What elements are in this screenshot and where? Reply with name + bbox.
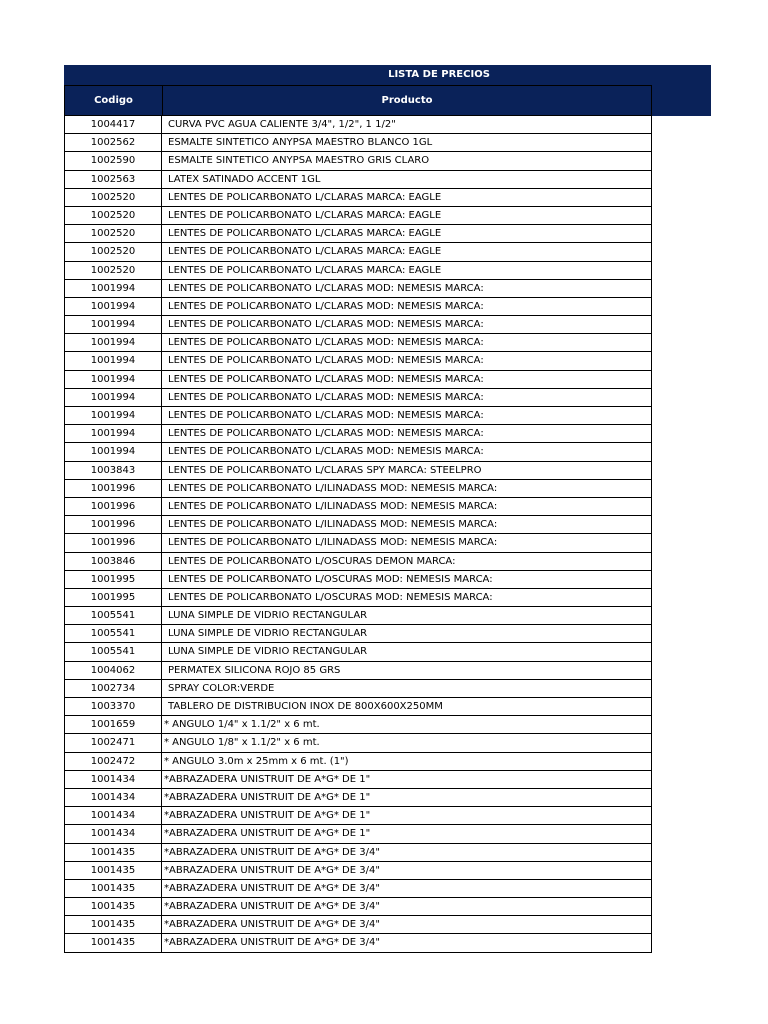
table-row bbox=[64, 553, 652, 571]
product-name-cell[interactable]: *ABRAZADERA UNISTRUIT DE A*G* DE 3/4" bbox=[162, 880, 652, 897]
table-row bbox=[64, 443, 652, 461]
product-name-cell[interactable]: * ANGULO 1/4" x 1.1/2" x 6 mt. bbox=[162, 716, 652, 733]
product-name-cell[interactable]: LENTES DE POLICARBONATO L/ILINADASS MOD: NEMESIS MARCA: bbox=[162, 480, 652, 497]
product-code-cell[interactable]: 1001994 bbox=[64, 298, 162, 315]
product-name-cell[interactable]: LENTES DE POLICARBONATO L/CLARAS MOD: NEMESIS MARCA: bbox=[162, 280, 652, 297]
product-name-cell[interactable]: *ABRAZADERA UNISTRUIT DE A*G* DE 1" bbox=[162, 789, 652, 806]
table-row bbox=[64, 207, 652, 225]
product-code-cell[interactable]: 1001994 bbox=[64, 371, 162, 388]
table-row bbox=[64, 880, 652, 898]
table-row bbox=[64, 407, 652, 425]
product-code-cell[interactable]: 1001994 bbox=[64, 425, 162, 442]
product-name-cell[interactable]: LENTES DE POLICARBONATO L/CLARAS MOD: NEMESIS MARCA: bbox=[162, 316, 652, 333]
product-name-cell[interactable]: *ABRAZADERA UNISTRUIT DE A*G* DE 3/4" bbox=[162, 934, 652, 951]
table-row bbox=[64, 589, 652, 607]
product-name-cell[interactable]: LENTES DE POLICARBONATO L/CLARAS MARCA: EAGLE bbox=[162, 207, 652, 224]
product-code-cell[interactable]: 1001994 bbox=[64, 280, 162, 297]
product-name-cell[interactable]: LENTES DE POLICARBONATO L/OSCURAS DEMON MARCA: bbox=[162, 553, 652, 570]
product-code-cell[interactable]: 1002520 bbox=[64, 207, 162, 224]
product-name-cell[interactable]: LUNA SIMPLE DE VIDRIO RECTANGULAR bbox=[162, 625, 652, 642]
table-row bbox=[64, 225, 652, 243]
product-name-cell[interactable]: ESMALTE SINTETICO ANYPSA MAESTRO BLANCO 1GL bbox=[162, 134, 652, 151]
table-row bbox=[64, 734, 652, 752]
table-row bbox=[64, 316, 652, 334]
table-row bbox=[64, 789, 652, 807]
product-code-cell[interactable]: 1002562 bbox=[64, 134, 162, 151]
table-row bbox=[64, 607, 652, 625]
table-row bbox=[64, 334, 652, 352]
product-code-cell[interactable]: 1001994 bbox=[64, 334, 162, 351]
table-row bbox=[64, 571, 652, 589]
product-name-cell[interactable]: TABLERO DE DISTRIBUCION INOX DE 800X600X250MM bbox=[162, 698, 652, 715]
table-row bbox=[64, 116, 652, 134]
table-row bbox=[64, 662, 652, 680]
product-code-cell[interactable]: 1002520 bbox=[64, 243, 162, 260]
product-code-cell[interactable]: 1002520 bbox=[64, 189, 162, 206]
product-code-cell[interactable]: 1002590 bbox=[64, 152, 162, 169]
product-code-cell[interactable]: 1001435 bbox=[64, 934, 162, 951]
product-name-cell[interactable]: LENTES DE POLICARBONATO L/CLARAS MOD: NEMESIS MARCA: bbox=[162, 298, 652, 315]
product-code-cell[interactable]: 1001434 bbox=[64, 789, 162, 806]
table-row bbox=[64, 807, 652, 825]
product-code-cell[interactable]: 1002472 bbox=[64, 753, 162, 770]
table-row bbox=[64, 171, 652, 189]
table-row bbox=[64, 280, 652, 298]
table-row bbox=[64, 916, 652, 934]
table-row bbox=[64, 844, 652, 862]
product-code-cell[interactable]: 1001996 bbox=[64, 516, 162, 533]
product-name-cell[interactable]: LENTES DE POLICARBONATO L/CLARAS MOD: NEMESIS MARCA: bbox=[162, 334, 652, 351]
product-code-cell[interactable]: 1001994 bbox=[64, 389, 162, 406]
product-code-cell[interactable]: 1003846 bbox=[64, 553, 162, 570]
table-row bbox=[64, 352, 652, 370]
product-name-cell[interactable]: CURVA PVC AGUA CALIENTE 3/4", 1/2", 1 1/2" bbox=[162, 116, 652, 133]
table-row bbox=[64, 698, 652, 716]
table-row bbox=[64, 389, 652, 407]
table-row bbox=[64, 189, 652, 207]
product-code-cell[interactable]: 1001994 bbox=[64, 443, 162, 460]
product-name-cell[interactable]: * ANGULO 1/8" x 1.1/2" x 6 mt. bbox=[162, 734, 652, 751]
product-name-cell[interactable]: *ABRAZADERA UNISTRUIT DE A*G* DE 1" bbox=[162, 807, 652, 824]
product-name-cell[interactable]: LENTES DE POLICARBONATO L/CLARAS MARCA: EAGLE bbox=[162, 262, 652, 279]
product-name-cell[interactable]: LENTES DE POLICARBONATO L/CLARAS MOD: NEMESIS MARCA: bbox=[162, 425, 652, 442]
product-code-cell[interactable]: 1002520 bbox=[64, 262, 162, 279]
table-row bbox=[64, 771, 652, 789]
product-code-cell[interactable]: 1002563 bbox=[64, 171, 162, 188]
product-code-cell[interactable]: 1001994 bbox=[64, 352, 162, 369]
table-row bbox=[64, 898, 652, 916]
product-name-cell[interactable]: LENTES DE POLICARBONATO L/CLARAS MARCA: EAGLE bbox=[162, 189, 652, 206]
product-code-cell[interactable]: 1005541 bbox=[64, 643, 162, 660]
product-code-cell[interactable]: 1002520 bbox=[64, 225, 162, 242]
product-name-cell[interactable]: LENTES DE POLICARBONATO L/CLARAS MOD: NEMESIS MARCA: bbox=[162, 407, 652, 424]
product-code-cell[interactable]: 1001996 bbox=[64, 498, 162, 515]
product-code-cell[interactable]: 1002734 bbox=[64, 680, 162, 697]
table-row bbox=[64, 643, 652, 661]
product-code-cell[interactable]: 1001435 bbox=[64, 844, 162, 861]
product-code-cell[interactable]: 1001996 bbox=[64, 480, 162, 497]
product-code-cell[interactable]: 1001435 bbox=[64, 862, 162, 879]
product-code-cell[interactable]: 1001435 bbox=[64, 898, 162, 915]
product-name-cell[interactable]: LUNA SIMPLE DE VIDRIO RECTANGULAR bbox=[162, 643, 652, 660]
product-code-cell[interactable]: 1001434 bbox=[64, 807, 162, 824]
product-code-cell[interactable]: 1001434 bbox=[64, 825, 162, 842]
table-row bbox=[64, 243, 652, 261]
product-name-cell[interactable]: LENTES DE POLICARBONATO L/CLARAS MARCA: EAGLE bbox=[162, 225, 652, 242]
table-row bbox=[64, 716, 652, 734]
product-name-cell[interactable]: *ABRAZADERA UNISTRUIT DE A*G* DE 3/4" bbox=[162, 862, 652, 879]
product-name-cell[interactable]: LENTES DE POLICARBONATO L/CLARAS MOD: NEMESIS MARCA: bbox=[162, 352, 652, 369]
product-name-cell[interactable]: *ABRAZADERA UNISTRUIT DE A*G* DE 1" bbox=[162, 771, 652, 788]
table-row bbox=[64, 516, 652, 534]
product-code-cell[interactable]: 1001996 bbox=[64, 534, 162, 551]
table-row bbox=[64, 862, 652, 880]
column-header-codigo[interactable]: Codigo bbox=[64, 85, 163, 116]
product-code-cell[interactable]: 1001435 bbox=[64, 916, 162, 933]
product-name-cell[interactable]: LENTES DE POLICARBONATO L/CLARAS MOD: NEMESIS MARCA: bbox=[162, 371, 652, 388]
table-row bbox=[64, 152, 652, 170]
product-name-cell[interactable]: LENTES DE POLICARBONATO L/OSCURAS MOD: NEMESIS MARCA: bbox=[162, 589, 652, 606]
product-name-cell[interactable]: LENTES DE POLICARBONATO L/CLARAS MOD: NEMESIS MARCA: bbox=[162, 443, 652, 460]
product-code-cell[interactable]: 1001659 bbox=[64, 716, 162, 733]
product-name-cell[interactable]: SPRAY COLOR:VERDE bbox=[162, 680, 652, 697]
product-name-cell[interactable]: LATEX SATINADO ACCENT 1GL bbox=[162, 171, 652, 188]
table-title-row bbox=[64, 65, 652, 85]
table-row bbox=[64, 298, 652, 316]
product-name-cell[interactable]: LUNA SIMPLE DE VIDRIO RECTANGULAR bbox=[162, 607, 652, 624]
price-table-body bbox=[64, 116, 652, 953]
product-code-cell[interactable]: 1004062 bbox=[64, 662, 162, 679]
product-code-cell[interactable]: 1001995 bbox=[64, 571, 162, 588]
product-code-cell[interactable]: 1005541 bbox=[64, 625, 162, 642]
product-name-cell[interactable]: PERMATEX SILICONA ROJO 85 GRS bbox=[162, 662, 652, 679]
product-name-cell[interactable]: LENTES DE POLICARBONATO L/CLARAS MOD: NEMESIS MARCA: bbox=[162, 389, 652, 406]
table-row bbox=[64, 498, 652, 516]
product-name-cell[interactable]: LENTES DE POLICARBONATO L/ILINADASS MOD: NEMESIS MARCA: bbox=[162, 498, 652, 515]
product-code-cell[interactable]: 1001435 bbox=[64, 880, 162, 897]
product-code-cell[interactable]: 1001995 bbox=[64, 589, 162, 606]
table-row bbox=[64, 625, 652, 643]
product-name-cell[interactable]: LENTES DE POLICARBONATO L/ILINADASS MOD: NEMESIS MARCA: bbox=[162, 516, 652, 533]
product-name-cell[interactable]: LENTES DE POLICARBONATO L/CLARAS SPY MARCA: STEELPRO bbox=[162, 462, 652, 479]
product-code-cell[interactable]: 1005541 bbox=[64, 607, 162, 624]
table-row bbox=[64, 462, 652, 480]
table-row bbox=[64, 680, 652, 698]
product-name-cell[interactable]: ESMALTE SINTETICO ANYPSA MAESTRO GRIS CLARO bbox=[162, 152, 652, 169]
product-code-cell[interactable]: 1004417 bbox=[64, 116, 162, 133]
table-title: LISTA DE PRECIOS bbox=[388, 69, 490, 80]
table-row bbox=[64, 134, 652, 152]
product-name-cell[interactable]: *ABRAZADERA UNISTRUIT DE A*G* DE 1" bbox=[162, 825, 652, 842]
product-name-cell[interactable]: *ABRAZADERA UNISTRUIT DE A*G* DE 3/4" bbox=[162, 898, 652, 915]
product-code-cell[interactable]: 1003370 bbox=[64, 698, 162, 715]
product-code-cell[interactable]: 1001994 bbox=[64, 316, 162, 333]
table-row bbox=[64, 534, 652, 552]
table-row bbox=[64, 425, 652, 443]
product-name-cell[interactable]: * ANGULO 3.0m x 25mm x 6 mt. (1") bbox=[162, 753, 652, 770]
table-row bbox=[64, 825, 652, 843]
column-header-producto[interactable]: Producto bbox=[162, 85, 652, 116]
product-name-cell[interactable]: LENTES DE POLICARBONATO L/CLARAS MARCA: EAGLE bbox=[162, 243, 652, 260]
product-code-cell[interactable]: 1002471 bbox=[64, 734, 162, 751]
product-name-cell[interactable]: LENTES DE POLICARBONATO L/ILINADASS MOD: NEMESIS MARCA: bbox=[162, 534, 652, 551]
product-code-cell[interactable]: 1003843 bbox=[64, 462, 162, 479]
product-name-cell[interactable]: *ABRAZADERA UNISTRUIT DE A*G* DE 3/4" bbox=[162, 844, 652, 861]
table-row bbox=[64, 262, 652, 280]
table-row bbox=[64, 480, 652, 498]
product-code-cell[interactable]: 1001434 bbox=[64, 771, 162, 788]
table-row bbox=[64, 934, 652, 952]
table-row bbox=[64, 753, 652, 771]
product-code-cell[interactable]: 1001994 bbox=[64, 407, 162, 424]
product-name-cell[interactable]: *ABRAZADERA UNISTRUIT DE A*G* DE 3/4" bbox=[162, 916, 652, 933]
table-row bbox=[64, 371, 652, 389]
product-name-cell[interactable]: LENTES DE POLICARBONATO L/OSCURAS MOD: NEMESIS MARCA: bbox=[162, 571, 652, 588]
